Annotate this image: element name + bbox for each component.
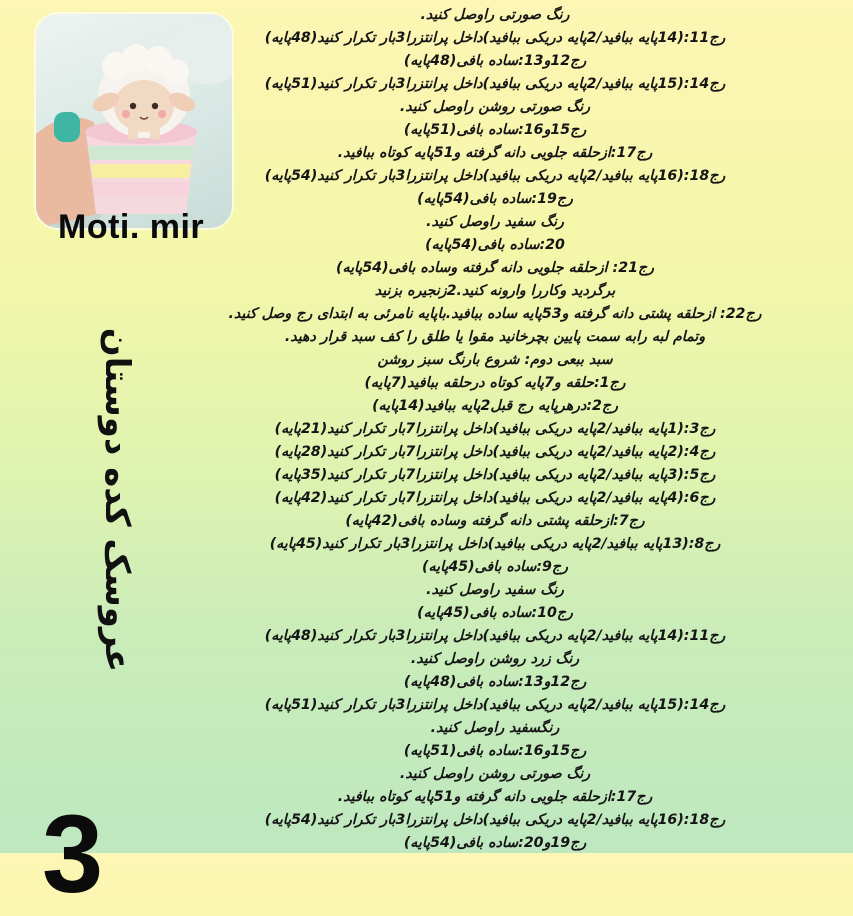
instruction-line: رنگسفید راوصل کنید. [430,720,560,736]
instruction-line: رج6:(4پایه ببافید/2پایه دریکی ببافید)داخل پرانتزرا7بار تکرار کنید(42پایه) [274,490,716,506]
instruction-line: رج9:ساده بافی(45پایه) [422,559,568,575]
instruction-line: رج3:(1پایه ببافید/2پایه دریکی ببافید)داخل پرانتزرا7بار تکرار کنید(21پایه) [274,421,716,437]
instruction-line: رج4:(2پایه ببافید/2پایه دریکی ببافید)داخل پرانتزرا7بار تکرار کنید(28پایه) [274,444,716,460]
side-title: عروسک کده دوستان [97,327,137,673]
instruction-line: رج21: ازحلقه جلویی دانه گرفته وساده بافی(54پایه) [336,260,654,276]
instruction-line: رج7:ازحلقه پشتی دانه گرفته وساده بافی(42پایه) [345,513,645,529]
instruction-line: رج8:(13پایه ببافید/2پایه دریکی ببافید)داخل پرانتزرا3بار تکرار کنید(45پایه) [269,536,721,552]
instruction-line: رنگ صورتی راوصل کنید. [420,7,570,23]
instruction-line: 20:ساده بافی(54پایه) [425,237,565,253]
instruction-line: رنگ صورتی روشن راوصل کنید. [399,766,591,782]
page-number: 3 [42,793,104,916]
instruction-line: رج2:درهرپایه رج قبل2پایه ببافید(14پایه) [372,398,618,414]
instruction-line: رج1:حلقه و7پایه کوتاه درحلقه ببافید(7پایه) [364,375,626,391]
instruction-line: سبد ببعی دوم: شروع بارنگ سبز روشن [377,352,613,368]
instruction-line: رج22: ازحلقه پشتی دانه گرفته و53پایه ساده ببافید.باپایه نامرئی به ابتدای رج وصل کنید. [228,306,762,322]
instruction-line: رنگ زرد روشن راوصل کنید. [410,651,580,667]
instruction-line: رج10:ساده بافی(45پایه) [417,605,573,621]
instruction-line: رنگ سفید راوصل کنید. [426,214,564,230]
instruction-line: رج14:(15پایه ببافید/2پایه دریکی ببافید)داخل پرانتزرا3بار تکرار کنید(51پایه) [264,76,726,92]
instruction-line: رج17:ازحلقه جلویی دانه گرفته و51پایه کوتاه ببافید. [337,145,653,161]
instruction-line: رج19و20:ساده بافی(54پایه) [403,835,587,851]
instruction-line: رج11:(14پایه ببافید/2پایه دریکی ببافید)داخل پرانتزرا3بار تکرار کنید(48پایه) [264,30,726,46]
instruction-line: رج19:ساده بافی(54پایه) [417,191,573,207]
instruction-line: رج11:(14پایه ببافید/2پایه دریکی ببافید)داخل پرانتزرا3بار تکرار کنید(48پایه) [264,628,726,644]
instruction-line: رج15و16:ساده بافی(51پایه) [403,122,587,138]
instruction-line: رج5:(3پایه ببافید/2پایه دریکی ببافید)داخل پرانتزرا7بار تکرار کنید(35پایه) [274,467,716,483]
instruction-line: رج14:(15پایه ببافید/2پایه دریکی ببافید)داخل پرانتزرا3بار تکرار کنید(51پایه) [264,697,726,713]
instruction-line: رج12و13:ساده بافی(48پایه) [403,674,587,690]
instruction-line: رنگ سفید راوصل کنید. [426,582,564,598]
instruction-line: وتمام لبه رابه سمت پایین بچرخانید مقوا یا طلق را کف سبد قرار دهید. [284,329,706,345]
instruction-line: رج18:(16پایه ببافید/2پایه دریکی ببافید)داخل پرانتزرا3بار تکرار کنید(54پایه) [264,168,726,184]
brand-signature: Moti. mir [58,208,205,246]
instruction-line: رج17:ازحلقه جلویی دانه گرفته و51پایه کوتاه ببافید. [337,789,653,805]
instruction-line: رنگ صورتی روشن راوصل کنید. [399,99,591,115]
instruction-line: رج12و13:ساده بافی(48پایه) [403,53,587,69]
instruction-line: رج18:(16پایه ببافید/2پایه دریکی ببافید)داخل پرانتزرا3بار تکرار کنید(54پایه) [264,812,726,828]
instruction-line: برگردید وکاررا وارونه کنید.2زنجیره بزنید [374,283,616,299]
instruction-line: رج15و16:ساده بافی(51پایه) [403,743,587,759]
pattern-instructions [150,4,840,855]
